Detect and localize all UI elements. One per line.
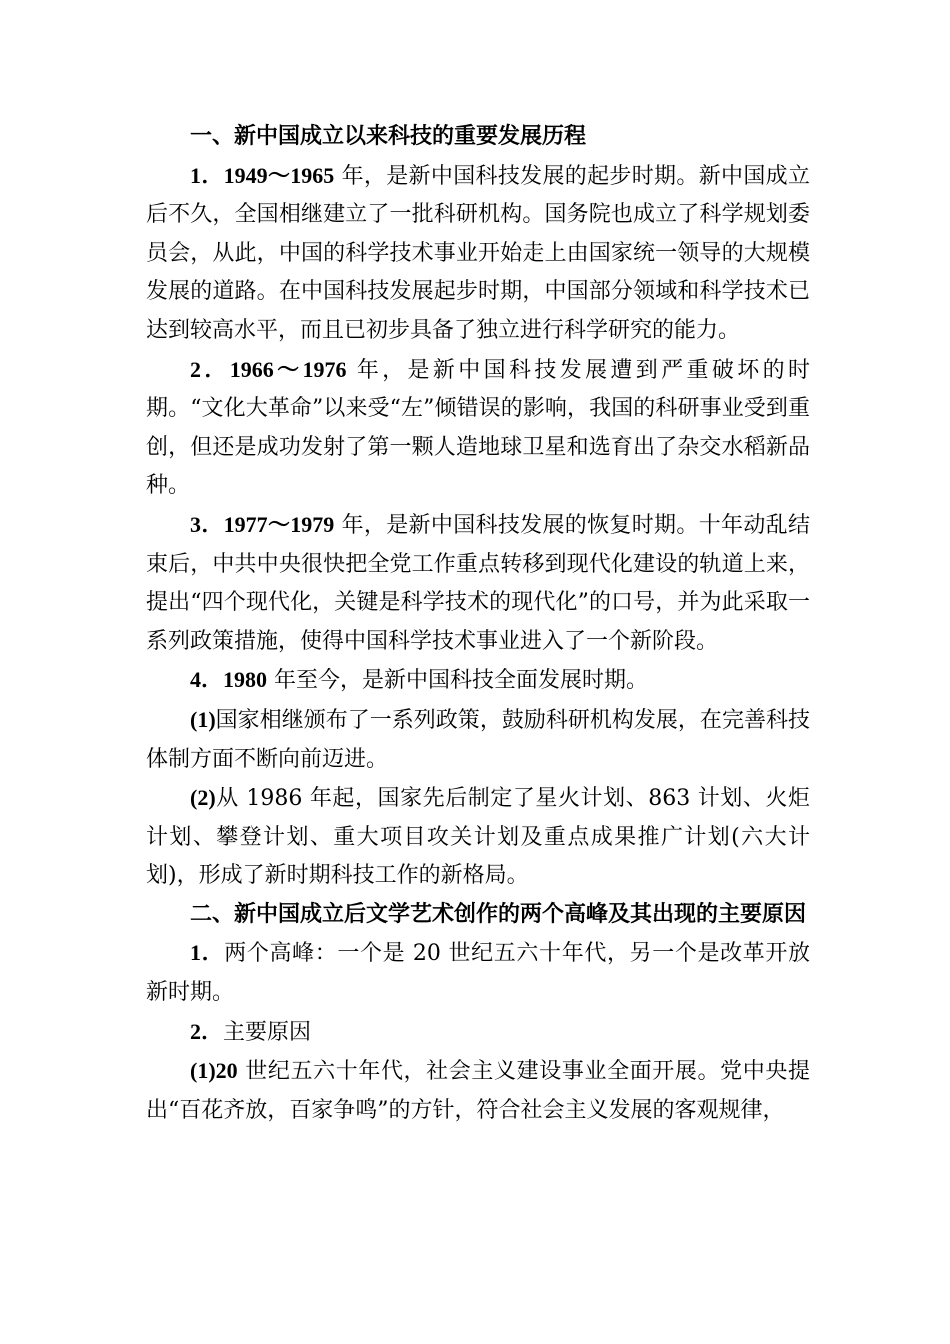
paragraph-4-sub-2-label: (2) bbox=[190, 785, 216, 811]
paragraph-4-sub-2-text: 从 1986 年起，国家先后制定了星火计划、863 计划、火炬计划、攀登计划、重大项目攻关计划及重点成果推广计划(六大计划)，形成了新时期科技工作的新格局。 bbox=[146, 786, 810, 889]
paragraph-2 bbox=[146, 351, 810, 506]
section-heading-1: 一、新中国成立以来科技的重要发展历程 bbox=[190, 124, 587, 149]
paragraph-6-text: 主要原因 bbox=[223, 1019, 312, 1045]
paragraph-4-label: 4．1980 bbox=[190, 667, 268, 693]
paragraph-1 bbox=[146, 157, 810, 351]
section-heading-2: 二、新中国成立后文学艺术创作的两个高峰及其出现的主要原因 bbox=[190, 901, 807, 927]
paragraph-6-label: 2． bbox=[190, 1018, 224, 1044]
paragraph-5-text: 两个高峰：一个是 20 世纪五六十年代，另一个是改革开放新时期。 bbox=[146, 941, 810, 1006]
paragraph-3-text: 年，是新中国科技发展的恢复时期。十年动乱结束后，中共中央很快把全党工作重点转移到现代化建设的轨道上来，提出“四个现代化，关键是科学技术的现代化”的口号，并为此采取一系列政策措施，使得中国科学技术事业进入了一个新阶段。 bbox=[146, 512, 810, 654]
paragraph-3 bbox=[146, 506, 810, 661]
paragraph-4-sub-1-text: 国家相继颁布了一系列政策，鼓励科研机构发展，在完善科技体制方面不断向前迈进。 bbox=[146, 707, 810, 772]
paragraph-5 bbox=[146, 934, 810, 1012]
paragraph-4-text: 年至今，是新中国科技全面发展时期。 bbox=[274, 668, 649, 694]
paragraph-6 bbox=[146, 1013, 810, 1053]
paragraph-1-text: 年，是新中国科技发展的起步时期。新中国成立后不久，全国相继建立了一批科研机构。国务院也成立了科学规划委员会，从此，中国的科学技术事业开始走上由国家统一领导的大规模发展的道路。在中国科技发展起步时期，中国部分领域和科学技术已达到较高水平，而且已初步具备了独立进行科学研究的能力。 bbox=[146, 163, 810, 343]
paragraph-6-sub-1-label: (1)20 bbox=[190, 1058, 238, 1084]
paragraph-6-sub-1-text: 世纪五六十年代，社会主义建设事业全面开展。党中央提出“百花齐放，百家争鸣”的方针，符合社会主义发展的客观规律， bbox=[146, 1059, 810, 1123]
paragraph-4-sub-1-label: (1) bbox=[190, 706, 216, 732]
paragraph-4 bbox=[146, 661, 810, 701]
paragraph-4-sub-1 bbox=[146, 701, 810, 779]
paragraph-2-label: 2．1966～1976 bbox=[190, 356, 347, 382]
paragraph-3-label: 3．1977～1979 bbox=[190, 511, 335, 537]
paragraph-2-text: 年，是新中国科技发展遭到严重破坏的时期。“文化大革命”以来受“左”倾错误的影响，我国的科研事业受到重创，但还是成功发射了第一颗人造地球卫星和选育出了杂交水稻新品种。 bbox=[146, 357, 810, 499]
paragraph-6-sub-1 bbox=[146, 1052, 810, 1130]
paragraph-1-label: 1．1949～1965 bbox=[190, 162, 335, 188]
paragraph-5-label: 1． bbox=[190, 940, 225, 966]
paragraph-4-sub-2 bbox=[146, 779, 810, 896]
document-page bbox=[146, 118, 810, 1130]
